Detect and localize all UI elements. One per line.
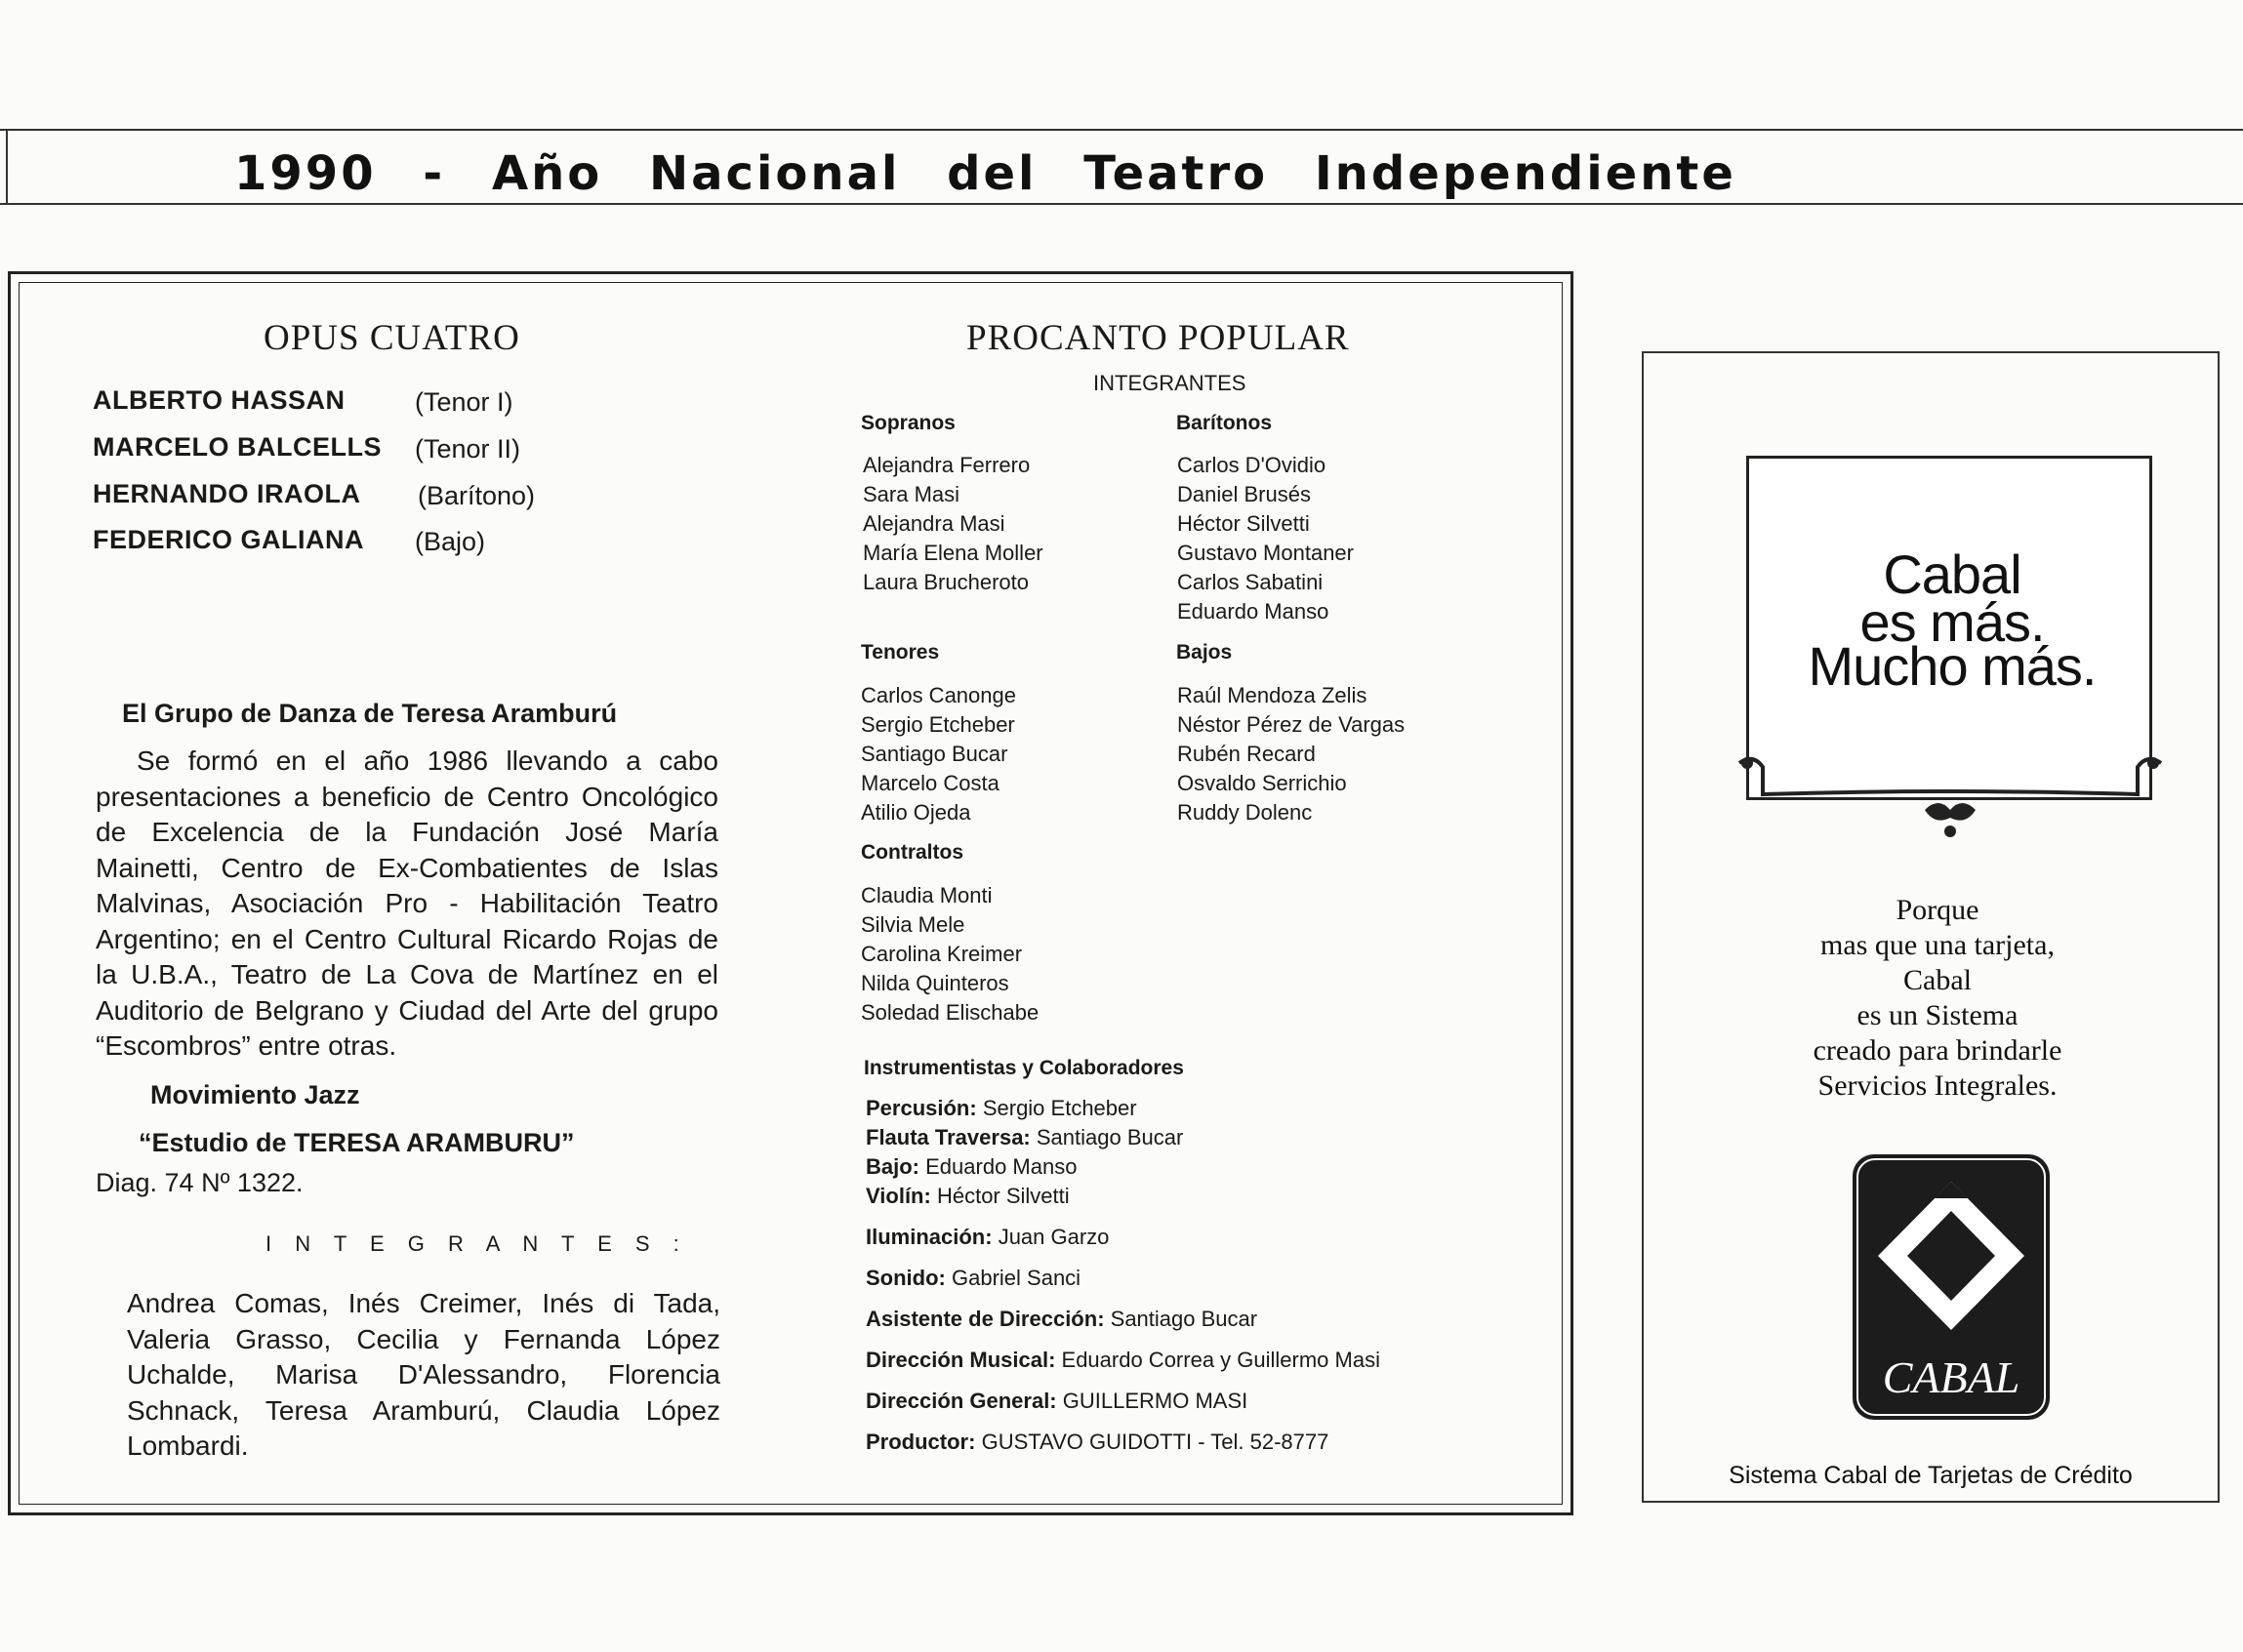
member-name: HERNANDO IRAOLA [93,479,361,508]
member-name: FEDERICO GALIANA [93,525,364,554]
list-item: Daniel Brusés [1177,482,1311,506]
credit-value: Héctor Silvetti [936,1184,1070,1208]
credit-value: GUILLERMO MASI [1062,1389,1248,1413]
danza-integrantes: Andrea Comas, Inés Creimer, Inés di Tada, Valeria Grasso, Cecilia y Fernanda López Uchalde, Marisa D'Alessandro, Florencia Schnack, Teresa Aramburú, Claudia López Lombardi. [127,1288,720,1461]
list-item: Silvia Mele [861,912,965,937]
member-name: MARCELO BALCELLS [93,432,382,462]
list-item: Alejandra Ferrero [863,453,1031,477]
credit-row [866,1223,1490,1252]
credit-value: Gabriel Sanci [952,1266,1081,1290]
member-row [93,432,382,463]
estudio-label: “Estudio de TERESA ARAMBURU” [139,1128,575,1157]
list-item: Santiago Bucar [861,742,1008,766]
tenores-label: Tenores [861,641,940,664]
slogan-line-3: Mucho más. [1808,635,2097,697]
sopranos-label: Sopranos [861,412,956,434]
bajos-list [1177,681,1405,827]
slogan-line-1: Cabal [1883,544,2021,605]
list-item: Claudia Monti [861,883,993,907]
member-role: (Tenor I) [415,387,513,417]
credit-row [866,1387,1490,1416]
cabal-badge-text: CABAL [1882,1352,2020,1402]
list-item: Raúl Mendoza Zelis [1177,683,1367,707]
credit-label: Dirección Musical: [866,1348,1056,1372]
credit-label: Iluminación: [866,1225,993,1249]
integrantes-label: I N T E G R A N T E S : [265,1231,688,1256]
tenores-list [861,681,1016,827]
list-item: Carlos D'Ovidio [1177,453,1326,477]
opus-cuatro-title: OPUS CUATRO [264,318,520,358]
list-item: Atilio Ojeda [861,800,971,825]
sopranos-list [863,451,1043,597]
credit-row [866,1182,1490,1211]
member-row [93,479,361,509]
credit-value: Santiago Bucar [1110,1307,1258,1331]
list-item: Néstor Pérez de Vargas [1177,712,1406,737]
bajos-label: Bajos [1176,641,1233,664]
list-item: Rubén Recard [1177,742,1316,766]
list-item: Carlos Canonge [861,683,1016,707]
credit-value: Sergio Etcheber [982,1096,1137,1120]
porque-text [1708,893,2167,1104]
baritonos-label: Barítonos [1176,412,1273,434]
porque-line: Porque [1896,894,1979,926]
credit-label: Bajo: [866,1154,919,1179]
baritonos-list [1177,451,1354,626]
credit-row [866,1094,1490,1123]
list-item: Sara Masi [863,482,960,506]
procanto-subtitle: INTEGRANTES [1093,371,1246,395]
credit-value: Eduardo Correa y Guillermo Masi [1061,1348,1380,1372]
list-item: Gustavo Montaner [1177,541,1354,565]
credit-value: GUSTAVO GUIDOTTI - Tel. 52-8777 [981,1430,1329,1454]
list-item: Ruddy Dolenc [1177,800,1313,825]
credit-row [866,1152,1490,1182]
porque-line: creado para brindarle [1813,1034,2062,1067]
credit-row [866,1264,1490,1293]
danza-title: El Grupo de Danza de Teresa Aramburú [122,699,618,728]
credit-label: Productor: [866,1430,976,1454]
list-item: Laura Brucheroto [863,570,1029,594]
credit-row [866,1428,1490,1457]
credit-label: Sonido: [866,1266,946,1290]
contraltos-label: Contraltos [861,841,963,864]
credit-row [866,1123,1490,1152]
contraltos-list [861,881,1039,1027]
credit-value: Eduardo Manso [925,1154,1078,1179]
porque-line: Cabal [1903,964,1972,996]
credit-row [866,1346,1490,1375]
cabal-logo [1853,1154,2050,1420]
credit-value: Santiago Bucar [1036,1125,1184,1149]
danza-paragraph: Se formó en el año 1986 llevando a cabo presentaciones a beneficio de Centro Oncológico de Excelencia de la Fundación José María Mainetti, Centro de Ex-Combatientes de Islas Malvinas, Asociación Pro - Habilitación Teatro Argentino; en el Centro Cultural Ricardo Rojas de la U.B.A., Teatro de La Cova de Martínez en el Auditorio de Belgrano y Ciudad del Arte del grupo “Escombros” entre otras. [96,745,718,1061]
list-item: Carlos Sabatini [1177,570,1324,594]
member-role: (Bajo) [415,527,486,556]
estudio-address: Diag. 74 Nº 1322. [96,1168,304,1197]
procanto-title: PROCANTO POPULAR [966,318,1350,358]
movimiento-jazz: Movimiento Jazz [150,1080,360,1109]
porque-line: es un Sistema [1856,999,2019,1031]
credit-value: Juan Garzo [998,1225,1110,1249]
member-role: (Tenor II) [415,434,521,463]
list-item: María Elena Moller [863,541,1043,565]
list-item: Sergio Etcheber [861,712,1015,737]
credit-label: Flauta Traversa: [866,1125,1031,1149]
credit-label: Violín: [866,1184,931,1208]
list-item: Marcelo Costa [861,771,999,795]
headline-rule [0,203,2243,205]
list-item: Héctor Silvetti [1177,511,1310,536]
list-item: Alejandra Masi [863,511,1005,536]
porque-line: mas que una tarjeta, [1820,929,2055,961]
credit-label: Percusión: [866,1096,977,1120]
credit-label: Dirección General: [866,1389,1057,1413]
credit-row [866,1305,1490,1334]
top-rule [0,129,2243,131]
list-item: Eduardo Manso [1177,599,1329,624]
credits-list [866,1094,1490,1457]
member-row [93,525,364,555]
page-title: 1990 - Año Nacional del Teatro Independiente [234,146,1736,201]
member-role: (Barítono) [418,481,536,510]
list-item: Osvaldo Serrichio [1177,771,1347,795]
list-item: Soledad Elischabe [861,1000,1040,1025]
cabal-footer: Sistema Cabal de Tarjetas de Crédito [1729,1462,2133,1489]
instrumentistas-label: Instrumentistas y Colaboradores [864,1057,1184,1079]
porque-line: Servicios Integrales. [1817,1069,2058,1102]
member-row [93,385,346,416]
list-item: Nilda Quinteros [861,971,1009,995]
member-name: ALBERTO HASSAN [93,385,346,415]
slogan-line-2: es más. [1859,591,2045,653]
ornament-icon [1733,749,2167,841]
list-item: Carolina Kreimer [861,942,1023,966]
credit-label: Asistente de Dirección: [866,1307,1105,1331]
